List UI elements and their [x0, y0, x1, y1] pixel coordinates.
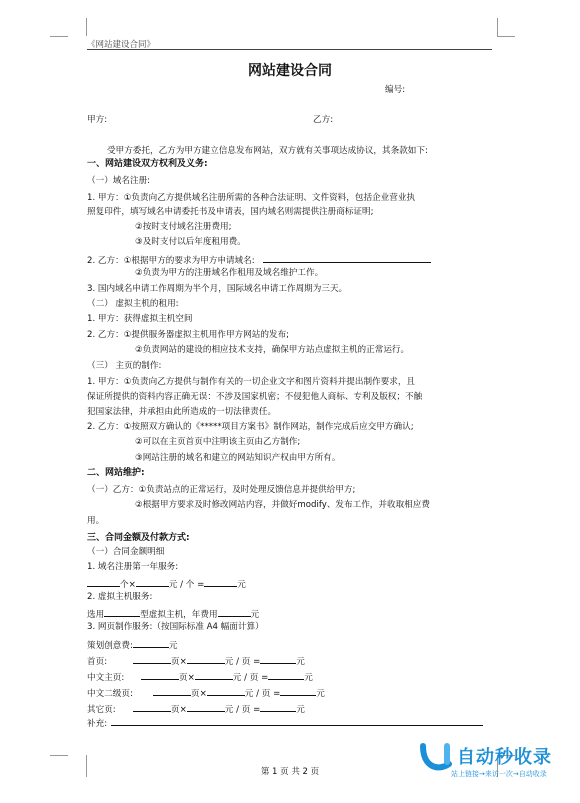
fill-blank	[187, 702, 225, 712]
paragraph-text: 2. 乙方：①根据甲方的要求为甲方申请域名:	[87, 256, 255, 266]
paragraph-line: ②负责为甲方的注册域名作租用及域名维护工作。	[135, 268, 324, 278]
fill-blank	[104, 607, 140, 617]
fee-text: 中文二级页:	[87, 689, 133, 699]
fee-text: 元	[296, 705, 305, 715]
fee-text: 页×	[179, 673, 195, 683]
fill-blank	[218, 607, 251, 617]
fill-blank	[268, 670, 304, 680]
paragraph-line: 1. 甲方：①负责向乙方提供域名注册所需的各种合法证明、文件资料，包括企业营业执	[87, 193, 416, 203]
paragraph-line: 2. 虚拟主机服务:	[87, 592, 153, 602]
fee-row	[87, 686, 325, 700]
fee-text: 个×	[120, 580, 136, 590]
fee-text: 元 / 页 =	[224, 657, 261, 667]
fill-blank	[153, 686, 191, 696]
supplement-row	[87, 716, 483, 730]
paragraph-line: ②按时支付域名注册费用;	[135, 222, 232, 232]
paragraph-line: 1. 甲方：①负责向乙方提供与制作有关的一切企业文字和图片资料并提出制作要求，且	[87, 377, 416, 387]
fill-blank	[133, 638, 169, 648]
header-rule	[87, 49, 492, 50]
fill-blank	[87, 577, 120, 587]
fill-blank	[207, 686, 245, 696]
page-footer: 第 1 页 共 2 页	[260, 767, 320, 777]
paragraph-line: ③网站注册的域名和建立的网站知识产权由甲方所有。	[135, 453, 341, 463]
fill-blank	[141, 670, 179, 680]
fee-row	[87, 638, 177, 652]
fee-row	[87, 670, 313, 684]
paragraph-line: （一）乙方：①负责站点的正常运行，及时处理反馈信息并提供给甲方;	[87, 485, 356, 495]
supplement-label: 补充:	[87, 719, 108, 729]
fill-blank	[133, 654, 171, 664]
fill-blank	[260, 702, 296, 712]
fee-row	[87, 654, 305, 668]
subsection-heading: （一）域名注册:	[87, 176, 151, 186]
crop-mark	[497, 18, 516, 36]
fee-row	[87, 702, 305, 716]
paragraph-line: 3. 网页制作服务:（按国际标准 A4 幅面计算）	[87, 622, 264, 632]
subsection-heading: （一）合同金额明细	[87, 547, 165, 557]
fee-text: 元	[316, 689, 325, 699]
fee-text: 元	[250, 610, 260, 620]
paragraph-line: 犯国家法律，并承担由此所造成的一切法律责任。	[87, 407, 277, 417]
fee-text: 元	[296, 657, 305, 667]
fill-blank	[280, 686, 316, 696]
fee-text: 型虚拟主机，年费用	[140, 610, 218, 620]
paragraph-line: ②可以在主页首页中注明该主页由乙方制作;	[135, 437, 301, 447]
fee-text: 选用	[87, 610, 105, 620]
fill-blank	[204, 577, 237, 587]
fee-text: 元	[168, 641, 178, 651]
fee-text: 元 / 页 =	[244, 689, 281, 699]
fee-text: 中文主页:	[87, 673, 125, 683]
running-header: 《网站建设合同》	[87, 40, 156, 50]
fee-text: 元 / 个 =	[168, 580, 205, 590]
document-title: 网站建设合同	[248, 63, 332, 79]
paragraph-line: ③及时支付以后年度租用费。	[135, 237, 246, 247]
fee-text: 页×	[191, 689, 207, 699]
fill-blank	[187, 654, 225, 664]
crop-mark	[497, 36, 515, 37]
paragraph-line: ②根据甲方要求及时修改网站内容，并做好modify、发布工作，并收取相应费	[135, 500, 430, 510]
paragraph-line: 照复印件，填写域名申请委托书及申请表，国内域名则需提供注册商标证明;	[87, 207, 374, 217]
crop-mark	[68, 18, 87, 36]
subsection-heading: （三） 主页的制作:	[87, 361, 162, 371]
fee-text: 元 / 页 =	[232, 673, 269, 683]
party-b-label: 乙方:	[313, 115, 334, 125]
watermark-logo	[415, 740, 575, 796]
logo-tagline: 站上链接→来访一次→自动收录	[451, 770, 547, 778]
fee-text: 首页:	[87, 657, 108, 667]
fee-text: 页×	[171, 705, 187, 715]
fill-blank	[111, 716, 483, 726]
fee-text: 元	[304, 673, 313, 683]
fee-text: 元	[237, 580, 246, 590]
fee-row	[87, 607, 259, 621]
subsection-heading: （二） 虚拟主机的租用:	[87, 299, 179, 309]
party-a-label: 甲方:	[87, 115, 108, 125]
fill-blank	[260, 654, 296, 664]
fee-text: 页×	[171, 657, 187, 667]
paragraph-line: 用。	[87, 516, 105, 526]
fill-blank	[195, 670, 233, 680]
paragraph-line: 1. 域名注册第一年服务:	[87, 562, 179, 572]
fill-blank	[263, 253, 431, 263]
fee-text: 元 / 页 =	[224, 705, 261, 715]
intro-paragraph: 受甲方委托，乙方为甲方建立信息发布网站，双方就有关事项达成协议，其条款如下:	[107, 146, 428, 156]
section-heading: 三、合同金额及付款方式:	[87, 533, 190, 543]
fill-blank	[136, 577, 169, 587]
logo-icon	[417, 742, 455, 776]
paragraph-line: 2. 乙方：①提供服务器虚拟主机用作甲方网站的发布;	[87, 330, 290, 340]
section-heading: 二、网站维护:	[87, 468, 145, 478]
paragraph-line: 1. 甲方：获得虚拟主机空间	[87, 314, 193, 324]
paragraph-line: 2. 乙方：①按照双方确认的《*****项目方案书》制作网站，制作完成后应交甲方确认;	[87, 422, 414, 432]
paragraph-line: 保证所提供的资料内容正确无误：不涉及国家机密；不侵犯他人商标、专利及版权；不触	[87, 392, 423, 402]
fill-blank	[133, 702, 171, 712]
fee-row	[87, 577, 246, 591]
crop-mark	[50, 36, 68, 37]
number-label: 编号:	[385, 85, 406, 95]
fee-text: 其它页:	[87, 705, 116, 715]
logo-text: 自动秒收录	[457, 747, 552, 768]
fee-text: 策划创意费:	[87, 641, 133, 651]
section-heading: 一、网站建设双方权利及义务:	[87, 159, 208, 169]
paragraph-line: 3. 国内域名申请工作周期为半个月，国际域名申请工作周期为三天。	[87, 284, 348, 294]
paragraph-line	[87, 253, 431, 267]
crop-mark	[50, 755, 68, 756]
paragraph-line: ②负责网站的建设的相应技术支持，确保甲方站点虚拟主机的正常运行。	[135, 345, 410, 355]
